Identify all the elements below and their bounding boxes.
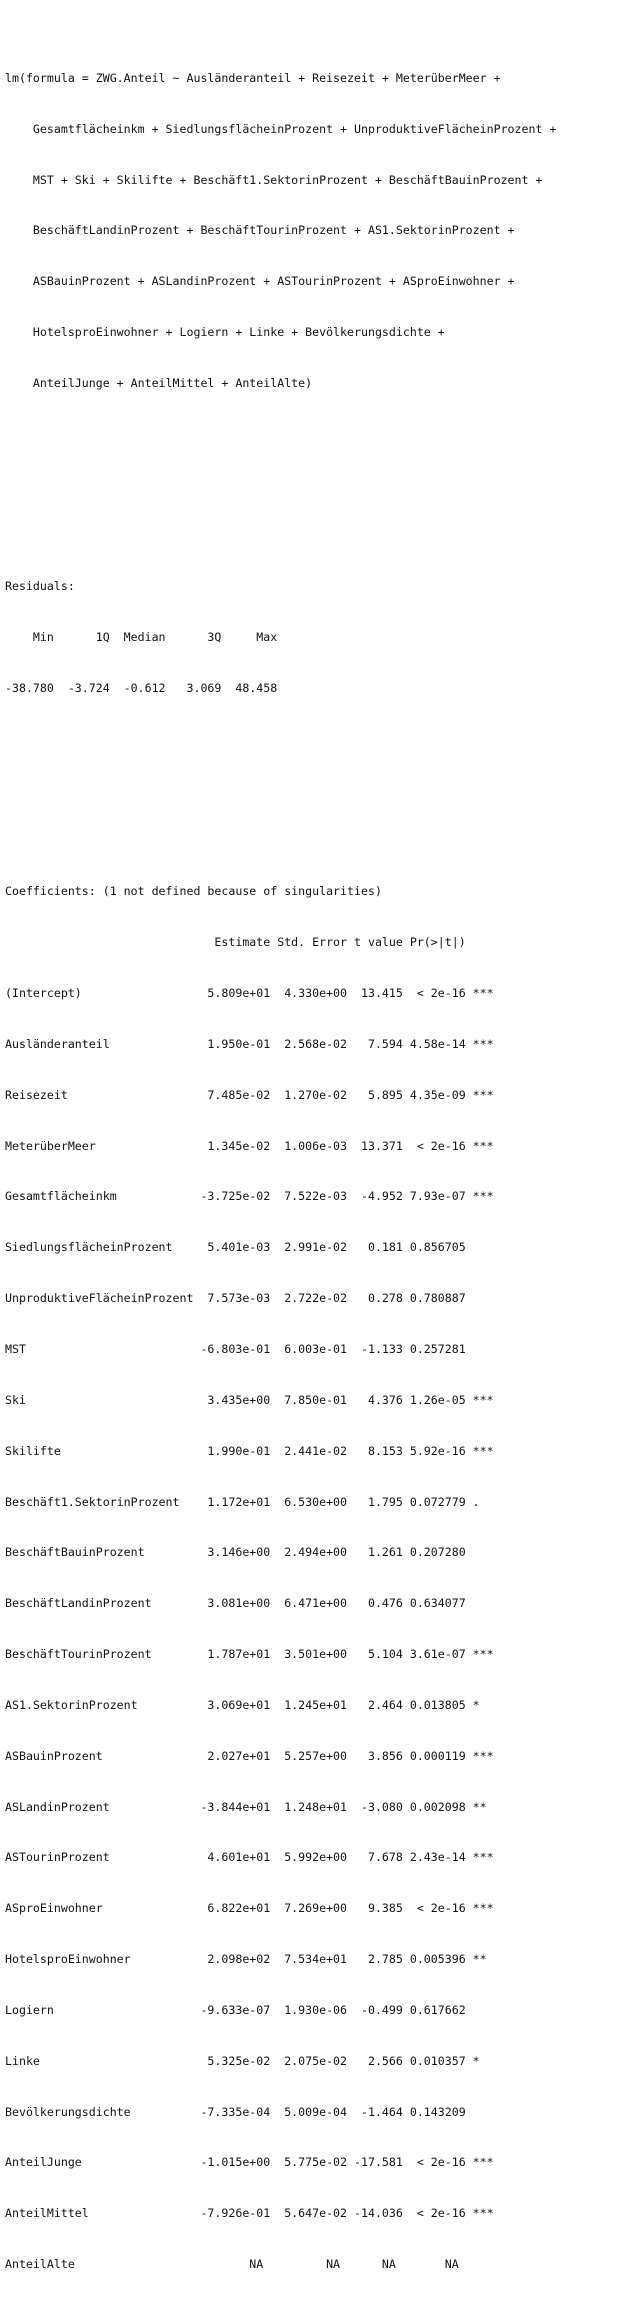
r-console-output: [5, 2, 619, 2324]
coefficient-row: Ausländeranteil 1.950e-01 2.568e-02 7.594 4.58e-14 ***: [5, 1036, 494, 1051]
coefficient-row: BeschäftLandinProzent 3.081e+00 6.471e+00 0.476 0.634077: [5, 1596, 494, 1611]
coefficient-row: ASproEinwohner 6.822e+01 7.269e+00 9.385 < 2e-16 ***: [5, 1901, 494, 1916]
coefficient-row: ASLandinProzent -3.844e+01 1.248e+01 -3.080 0.002098 **: [5, 1799, 494, 1814]
coefficient-row: BeschäftTourinProzent 1.787e+01 3.501e+00 5.104 3.61e-07 ***: [5, 1647, 494, 1662]
lm-call-line: BeschäftLandinProzent + BeschäftTourinProzent + AS1.SektorinProzent +: [5, 223, 515, 238]
residuals-heading: Residuals:: [5, 579, 75, 594]
lm-call-line: HotelsproEinwohner + Logiern + Linke + Bevölkerungsdichte +: [5, 325, 445, 340]
lm-call-line: ASBauinProzent + ASLandinProzent + ASTourinProzent + ASproEinwohner +: [5, 274, 515, 289]
coefficient-row: Skilifte 1.990e-01 2.441e-02 8.153 5.92e-16 ***: [5, 1443, 494, 1458]
residuals-quantile-values: -38.780 -3.724 -0.612 3.069 48.458: [5, 680, 285, 695]
coefficient-row: UnproduktiveFlächeinProzent 7.573e-03 2.722e-02 0.278 0.780887: [5, 1291, 494, 1306]
coefficient-row: AS1.SektorinProzent 3.069e+01 1.245e+01 2.464 0.013805 *: [5, 1697, 494, 1712]
coefficient-row: ASTourinProzent 4.601e+01 5.992e+00 7.678 2.43e-14 ***: [5, 1850, 494, 1865]
residuals-block: [5, 544, 619, 730]
coefficient-row: Beschäft1.SektorinProzent 1.172e+01 6.530e+00 1.795 0.072779 .: [5, 1494, 494, 1509]
coefficient-row: ASBauinProzent 2.027e+01 5.257e+00 3.856 0.000119 ***: [5, 1748, 494, 1763]
coefficient-row: Gesamtflächeinkm -3.725e-02 7.522e-03 -4.952 7.93e-07 ***: [5, 1189, 494, 1204]
coefficient-row: (Intercept) 5.809e+01 4.330e+00 13.415 < 2e-16 ***: [5, 986, 494, 1001]
coefficient-row: BeschäftBauinProzent 3.146e+00 2.494e+00 1.261 0.207280: [5, 1545, 494, 1560]
coefficient-row: AnteilMittel -7.926e-01 5.647e-02 -14.036 < 2e-16 ***: [5, 2206, 494, 2221]
lm-call-line: lm(formula = ZWG.Anteil ~ Ausländeranteil + Reisezeit + MeterüberMeer +: [5, 70, 501, 85]
coefficients-column-header: Estimate Std. Error t value Pr(>|t|): [5, 935, 494, 950]
lm-call-line: MST + Ski + Skilifte + Beschäft1.SektorinProzent + BeschäftBauinProzent +: [5, 172, 543, 187]
coefficient-row: Logiern -9.633e-07 1.930e-06 -0.499 0.617662: [5, 2002, 494, 2017]
lm-call-block: [5, 36, 619, 426]
coefficient-row: AnteilJunge -1.015e+00 5.775e-02 -17.581 < 2e-16 ***: [5, 2155, 494, 2170]
blank-line: [5, 782, 619, 799]
coefficient-row: Bevölkerungsdichte -7.335e-04 5.009e-04 -1.464 0.143209: [5, 2104, 494, 2119]
coefficients-block: [5, 849, 619, 2307]
coefficient-row: Ski 3.435e+00 7.850e-01 4.376 1.26e-05 ***: [5, 1392, 494, 1407]
lm-call-line: AnteilJunge + AnteilMittel + AnteilAlte): [5, 375, 313, 390]
blank-line: [5, 477, 619, 494]
coefficient-row: HotelsproEinwohner 2.098e+02 7.534e+01 2.785 0.005396 **: [5, 1952, 494, 1967]
coefficient-row: MST -6.803e-01 6.003e-01 -1.133 0.257281: [5, 1341, 494, 1356]
coefficient-row: Reisezeit 7.485e-02 1.270e-02 5.895 4.35e-09 ***: [5, 1087, 494, 1102]
coefficient-row: Linke 5.325e-02 2.075e-02 2.566 0.010357 *: [5, 2053, 494, 2068]
lm-call-line: Gesamtflächeinkm + SiedlungsflächeinProzent + UnproduktiveFlächeinProzent +: [5, 121, 557, 136]
coefficient-row: AnteilAlte NA NA NA NA: [5, 2257, 487, 2272]
coefficients-heading: Coefficients: (1 not defined because of singularities): [5, 884, 382, 899]
coefficient-row: SiedlungsflächeinProzent 5.401e-03 2.991e-02 0.181 0.856705: [5, 1240, 494, 1255]
coefficient-row: MeterüberMeer 1.345e-02 1.006e-03 13.371 < 2e-16 ***: [5, 1138, 494, 1153]
residuals-quantile-header: Min 1Q Median 3Q Max: [5, 630, 285, 645]
